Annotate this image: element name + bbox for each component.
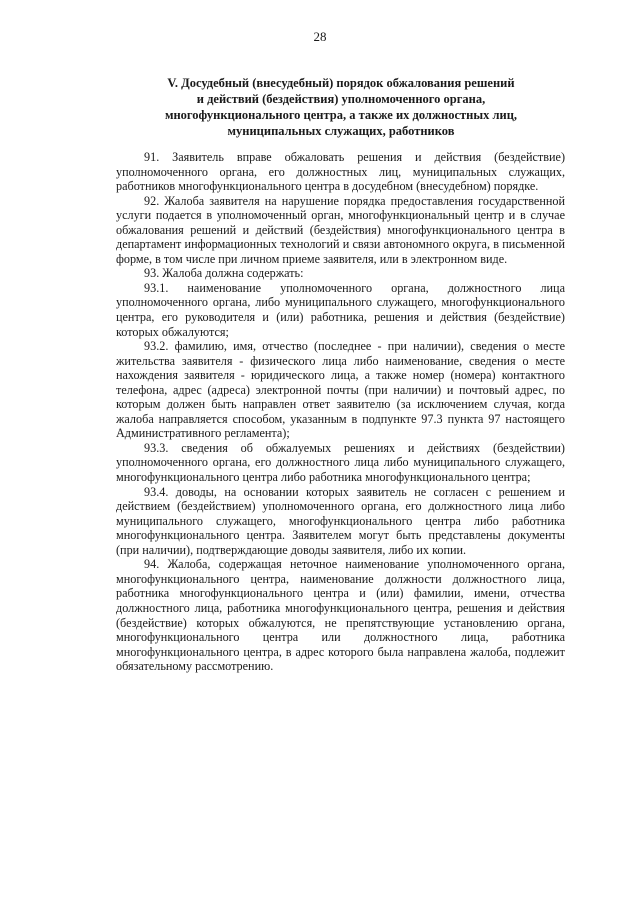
paragraph-91: 91. Заявитель вправе обжаловать решения и действия (бездействие) уполномоченного органа, его должностных лиц, муниципальных служащих, работников многофункционального центра в досудебном (внесудебном) порядке. — [116, 150, 565, 194]
section-title — [116, 75, 566, 139]
page-number: 28 — [313, 29, 327, 44]
paragraph-93-4: 93.4. доводы, на основании которых заявитель не согласен с решением и действием (бездействием) уполномоченного органа, его должностного лица либо муниципального служащего, многофункционального центра либо работника многофункционального центра. Заявителем могут быть представлены документы (при наличии), подтверждающие доводы заявителя, либо их копии. — [116, 484, 565, 557]
paragraph-92: 92. Жалоба заявителя на нарушение порядка предоставления государственной услуги подается в уполномоченный орган, многофункциональный центр и в случае обжалования решений и действий (бездействия) многофункционального центра в департамент информационных технологий и связи автономного округа, в письменной форме, в том числе при личном приеме заявителя, или в электронном виде. — [116, 193, 565, 266]
paragraph-93-2: 93.2. фамилию, имя, отчество (последнее - при наличии), сведения о месте жительства заявителя - физического лица либо наименование, сведения о месте нахождения заявителя - юридического лица, а также номер (номера) контактного телефона, адрес (адреса) электронной почты (при наличии) и почтовый адрес, по которым должен быть направлен ответ заявителю (за исключением случая, когда жалоба направляется способом, указанным в подпункте 97.3 пункта 97 настоящего Административного регламента); — [116, 339, 565, 441]
section-title-line-4: муниципальных служащих, работников — [227, 124, 455, 138]
section-title-line-1: V. Досудебный (внесудебный) порядок обжалования решений — [167, 76, 515, 90]
section-title-line-3: многофункционального центра, а также их должностных лиц, — [164, 108, 518, 122]
paragraph-93: 93. Жалоба должна содержать: — [144, 266, 304, 281]
document-body — [116, 150, 565, 674]
paragraph-93-1: 93.1. наименование уполномоченного органа, должностного лица уполномоченного органа, либо муниципального служащего, многофункционального центра, его руководителя и (или) работника, решения и действия (бездействие) которых обжалуются; — [116, 280, 565, 339]
paragraph-93-3: 93.3. сведения об обжалуемых решениях и действиях (бездействии) уполномоченного органа, его должностного лица либо муниципального служащего, многофункционального центра либо работника многофункционального центра; — [116, 440, 565, 485]
paragraph-94: 94. Жалоба, содержащая неточное наименование уполномоченного органа, многофункционального центра, наименование должности должностного лица, работника многофункционального центра и (или) фамилии, имени, отчества должностного лица, работника многофункционального центра, решения и действия (бездействие) которых обжалуются, не препятствующие установлению органа, многофункционального центра или должностного лица, работника многофункционального центра, в адрес которого была направлена жалоба, подлежит обязательному рассмотрению. — [116, 557, 565, 674]
section-title-line-2: и действий (бездействия) уполномоченного органа, — [196, 92, 486, 106]
